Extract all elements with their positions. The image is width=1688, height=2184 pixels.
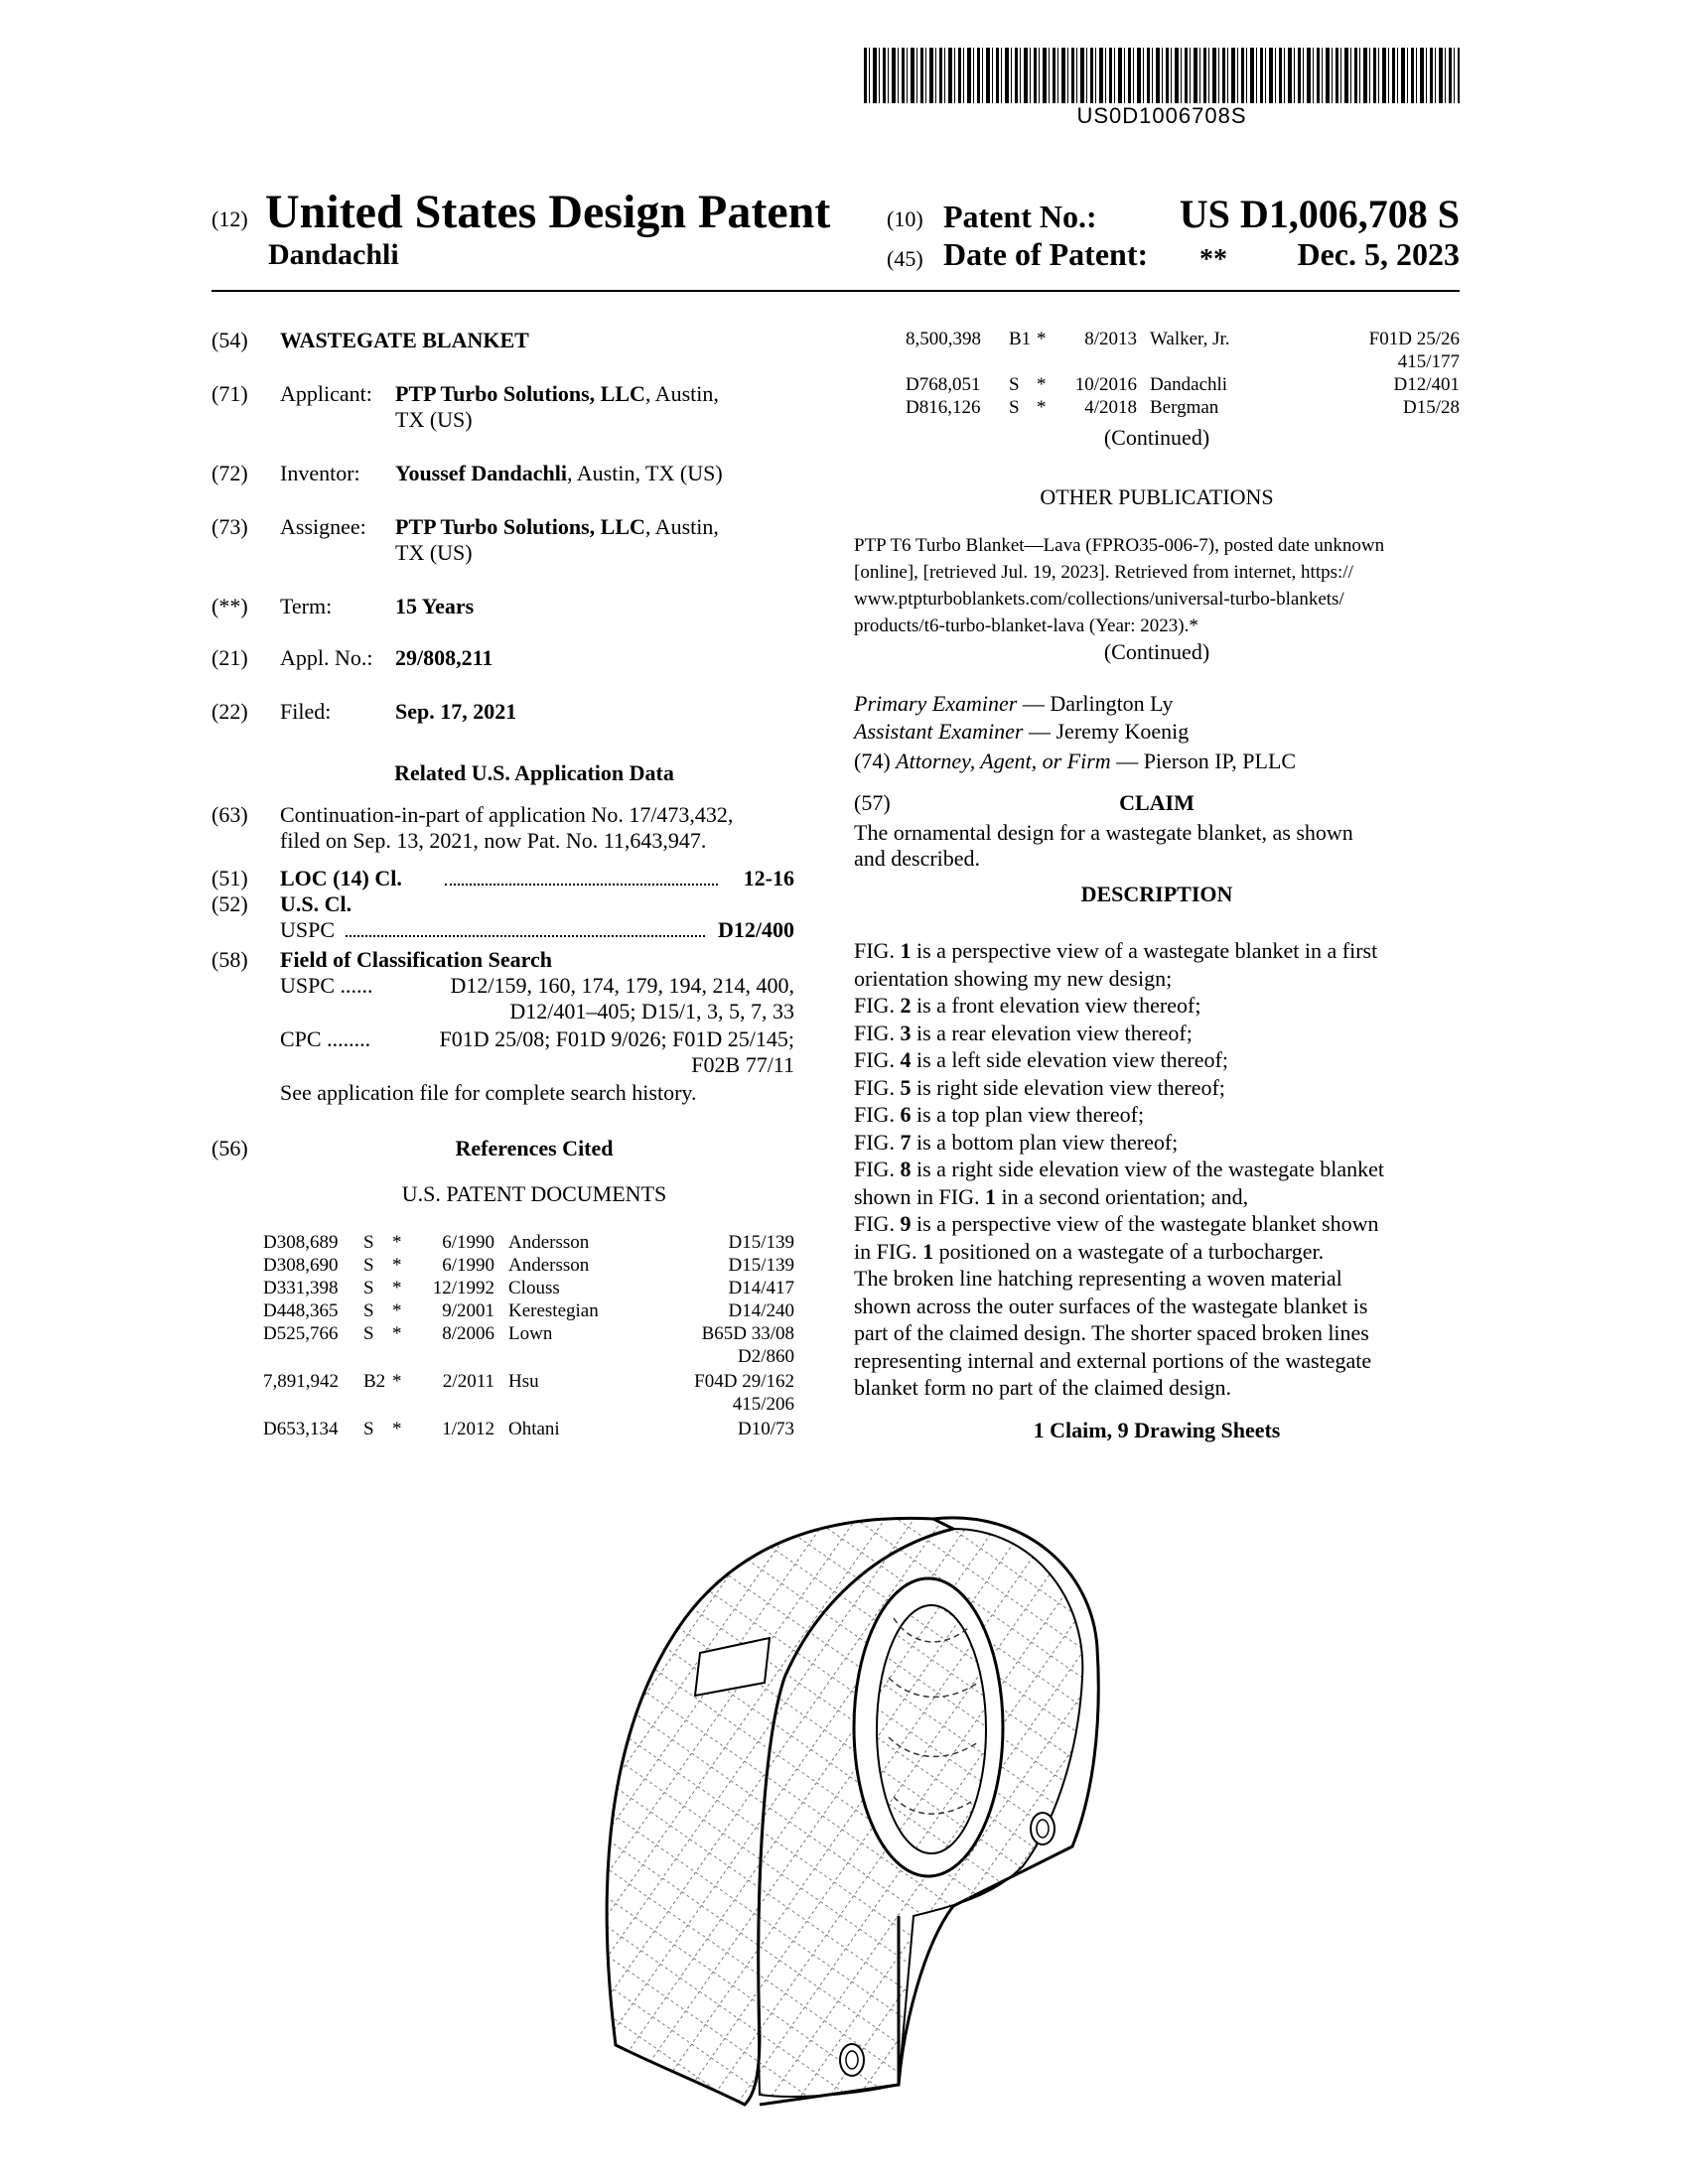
ref-number: D653,134 xyxy=(263,1419,339,1439)
term-label: Term: xyxy=(280,594,333,618)
references-heading: References Cited xyxy=(455,1136,614,1160)
code-54: (54) xyxy=(211,328,248,352)
primary-examiner: — Darlington Ly xyxy=(1017,691,1174,716)
publication-line: [online], [retrieved Jul. 19, 2023]. Retrieved from internet, https:// xyxy=(854,562,1353,583)
uspc-value: D12/400 xyxy=(718,917,794,942)
ref-name: Andersson xyxy=(508,1232,590,1253)
ref-date: 6/1990 xyxy=(442,1255,494,1276)
ref-class: D15/139 xyxy=(728,1255,794,1276)
claim-line: and described. xyxy=(854,846,981,871)
ref-kind: B2 xyxy=(363,1371,386,1392)
ref-class-2: 415/206 xyxy=(732,1394,794,1415)
field-uspc-dots: ...... xyxy=(340,973,373,998)
field-cpc-label: CPC xyxy=(280,1026,322,1051)
publication-entry xyxy=(854,532,1460,639)
attorney: — Pierson IP, PLLC xyxy=(1110,749,1297,773)
code-51: (51) xyxy=(211,866,248,890)
publication-line: PTP T6 Turbo Blanket—Lava (FPRO35-006-7), posted date unknown xyxy=(854,535,1385,556)
ref-star: * xyxy=(392,1255,402,1276)
ref-class: B65D 33/08 xyxy=(701,1323,794,1344)
ref-date: 6/1990 xyxy=(442,1232,494,1253)
ref-star: * xyxy=(1037,374,1047,395)
ref-name: Bergman xyxy=(1150,397,1219,418)
uspc-label: USPC xyxy=(280,917,336,942)
ref-class: D14/240 xyxy=(728,1300,794,1321)
barcode-text: US0D1006708S xyxy=(1076,103,1247,128)
ref-class: D15/139 xyxy=(728,1232,794,1253)
ref-star: * xyxy=(392,1419,402,1439)
ref-name: Kerestegian xyxy=(508,1300,599,1321)
code-58: (58) xyxy=(211,947,248,972)
code-term: (**) xyxy=(211,594,248,618)
field-cpc-line-1: F01D 25/08; F01D 9/026; F01D 25/145; xyxy=(439,1026,794,1051)
inventor-label: Inventor: xyxy=(280,461,360,485)
ref-class-2: D2/860 xyxy=(738,1346,794,1367)
description-line: blanket form no part of the claimed design. xyxy=(854,1375,1231,1400)
code-71: (71) xyxy=(211,381,248,406)
ref-date: 8/2006 xyxy=(442,1323,494,1344)
other-publications-heading: OTHER PUBLICATIONS xyxy=(1040,484,1274,509)
field-see-note: See application file for complete search history. xyxy=(280,1080,697,1105)
assignee-name: PTP Turbo Solutions, LLC xyxy=(395,514,645,539)
document-type: United States Design Patent xyxy=(265,186,831,238)
ref-date: 12/1992 xyxy=(432,1278,494,1298)
ref-date: 10/2016 xyxy=(1074,374,1137,395)
code-10: (10) xyxy=(887,206,923,231)
description-line: in FIG. 1 positioned on a wastegate of a turbocharger. xyxy=(854,1238,1325,1264)
ref-name: Andersson xyxy=(508,1255,590,1276)
ref-star: * xyxy=(1037,397,1047,418)
ref-name: Dandachli xyxy=(1150,374,1228,395)
ref-name: Hsu xyxy=(508,1371,539,1392)
inventor-location: , Austin, TX (US) xyxy=(566,461,723,485)
ref-number: 8,500,398 xyxy=(906,329,981,349)
description-line: shown in FIG. 1 in a second orientation; and, xyxy=(854,1183,1249,1209)
ref-class: D12/401 xyxy=(1393,374,1460,395)
title: WASTEGATE BLANKET xyxy=(280,328,529,352)
ref-number: D308,690 xyxy=(263,1255,339,1276)
description-line: shown across the outer surfaces of the wastegate blanket is xyxy=(854,1293,1368,1318)
code-56: (56) xyxy=(211,1136,248,1160)
ref-date: 4/2018 xyxy=(1084,397,1137,418)
filed-date: Sep. 17, 2021 xyxy=(395,699,517,724)
inventor-surname: Dandachli xyxy=(268,238,399,271)
description-line: FIG. 9 is a perspective view of the wastegate blanket shown xyxy=(854,1211,1379,1236)
field-uspc-line-1: D12/159, 160, 174, 179, 194, 214, 400, xyxy=(450,973,794,998)
code-45: (45) xyxy=(887,246,923,271)
claim-text xyxy=(854,820,1460,872)
code-72: (72) xyxy=(211,461,248,485)
description-line: FIG. 5 is right side elevation view thereof; xyxy=(854,1074,1225,1100)
loc-leader xyxy=(445,884,718,886)
description-line: FIG. 3 is a rear elevation view thereof; xyxy=(854,1020,1193,1045)
description-line: FIG. 2 is a front elevation view thereof; xyxy=(854,993,1201,1018)
filed-label: Filed: xyxy=(280,699,332,724)
ref-class: D14/417 xyxy=(728,1278,794,1298)
ref-star: * xyxy=(392,1371,402,1392)
code-21: (21) xyxy=(211,645,248,670)
code-52: (52) xyxy=(211,891,248,916)
related-heading: Related U.S. Application Data xyxy=(394,760,674,785)
ref-kind: S xyxy=(1009,374,1020,395)
ref-number: D816,126 xyxy=(906,397,981,418)
appl-label: Appl. No.: xyxy=(280,645,373,670)
description-line: part of the claimed design. The shorter spaced broken lines xyxy=(854,1320,1369,1345)
field-uspc-label: USPC xyxy=(280,973,336,998)
ref-name: Clouss xyxy=(508,1278,560,1298)
description-line: The broken line hatching representing a woven material xyxy=(854,1266,1342,1291)
ref-kind: S xyxy=(363,1300,374,1321)
field-label: Field of Classification Search xyxy=(280,947,552,972)
field-cpc-dots: ........ xyxy=(327,1026,371,1051)
ref-kind: S xyxy=(363,1323,374,1344)
ref-name: Walker, Jr. xyxy=(1150,329,1230,349)
ref-kind: B1 xyxy=(1009,329,1032,349)
ref-kind: S xyxy=(363,1232,374,1253)
ref-kind: S xyxy=(1009,397,1020,418)
date-label: Date of Patent: xyxy=(943,236,1149,272)
continued-refs: (Continued) xyxy=(1103,425,1210,450)
date-of-patent: Dec. 5, 2023 xyxy=(1297,236,1460,272)
ref-number: 7,891,942 xyxy=(263,1371,339,1392)
code-57: (57) xyxy=(854,790,891,815)
ref-number: D768,051 xyxy=(906,374,981,395)
ref-star: * xyxy=(392,1278,402,1298)
loc-value: 12-16 xyxy=(743,866,794,890)
date-flag: ** xyxy=(1199,244,1227,275)
continuation-line-1: Continuation-in-part of application No. 17/473,432, xyxy=(280,802,734,827)
code-22: (22) xyxy=(211,699,248,724)
wastegate-blanket-figure xyxy=(556,1469,1112,2164)
us-patent-documents-heading: U.S. PATENT DOCUMENTS xyxy=(401,1181,667,1206)
continuation-line-2: filed on Sep. 13, 2021, now Pat. No. 11,643,947. xyxy=(280,828,707,853)
ref-number: D525,766 xyxy=(263,1323,339,1344)
claim-line: The ornamental design for a wastegate blanket, as shown xyxy=(854,820,1353,845)
grommet-icon xyxy=(1031,1813,1055,1844)
field-cpc-line-2: F02B 77/11 xyxy=(691,1052,794,1077)
uscl-label: U.S. Cl. xyxy=(280,891,352,916)
ref-kind: S xyxy=(363,1419,374,1439)
ref-date: 1/2012 xyxy=(442,1419,494,1439)
ref-class: F04D 29/162 xyxy=(694,1371,794,1392)
field-uspc-line-2: D12/401–405; D15/1, 3, 5, 7, 33 xyxy=(509,999,794,1024)
ref-class: D10/73 xyxy=(738,1419,794,1439)
code-12: (12) xyxy=(211,206,248,231)
claims-count: 1 Claim, 9 Drawing Sheets xyxy=(1033,1418,1281,1442)
uspc-leader xyxy=(346,935,705,937)
continued-publications: (Continued) xyxy=(1103,639,1210,664)
description-line: representing internal and external portions of the wastegate xyxy=(854,1347,1372,1373)
publication-line: www.ptpturboblankets.com/collections/universal-turbo-blankets/ xyxy=(854,589,1344,610)
description-line: FIG. 7 is a bottom plan view thereof; xyxy=(854,1129,1179,1155)
ref-kind: S xyxy=(363,1278,374,1298)
publication-line: products/t6-turbo-blanket-lava (Year: 2023).* xyxy=(854,615,1198,636)
applicant-location-2: TX (US) xyxy=(395,407,473,432)
grommet-icon xyxy=(840,2044,864,2076)
ref-name: Lown xyxy=(508,1323,553,1344)
term-value: 15 Years xyxy=(395,594,475,618)
description-line: orientation showing my new design; xyxy=(854,965,1173,991)
ref-class: D15/28 xyxy=(1403,397,1460,418)
applicant-label: Applicant: xyxy=(280,381,372,406)
ref-class: F01D 25/26 xyxy=(1368,329,1460,349)
inventor-name: Youssef Dandachli xyxy=(395,461,567,485)
ref-date: 9/2001 xyxy=(442,1300,494,1321)
ref-number: D331,398 xyxy=(263,1278,339,1298)
ref-kind: S xyxy=(363,1255,374,1276)
ref-star: * xyxy=(392,1300,402,1321)
description-text xyxy=(854,937,1460,1402)
ref-number: D308,689 xyxy=(263,1232,339,1253)
assignee-label: Assignee: xyxy=(280,514,366,539)
code-73: (73) xyxy=(211,514,248,539)
appl-number: 29/808,211 xyxy=(395,645,493,670)
loc-label: LOC (14) Cl. xyxy=(280,866,402,890)
description-heading: DESCRIPTION xyxy=(1080,882,1233,906)
applicant-name: PTP Turbo Solutions, LLC xyxy=(395,381,645,406)
patent-number: US D1,006,708 S xyxy=(1179,192,1460,236)
claim-heading: CLAIM xyxy=(1119,790,1195,815)
description-line: FIG. 8 is a right side elevation view of the wastegate blanket xyxy=(854,1157,1384,1181)
ref-number: D448,365 xyxy=(263,1300,339,1321)
primary-examiner-label: Primary Examiner xyxy=(854,691,1018,716)
attorney-label: Attorney, Agent, or Firm xyxy=(896,749,1111,773)
ref-class-2: 415/177 xyxy=(1397,351,1460,372)
applicant-location: , Austin, xyxy=(644,381,719,406)
ref-date: 2/2011 xyxy=(442,1371,494,1392)
description-line: FIG. 4 is a left side elevation view thereof; xyxy=(854,1047,1228,1072)
ref-star: * xyxy=(392,1232,402,1253)
description-line: FIG. 1 is a perspective view of a wastegate blanket in a first xyxy=(854,938,1378,963)
patent-no-label: Patent No.: xyxy=(943,199,1097,234)
code-63: (63) xyxy=(211,802,248,827)
barcode xyxy=(864,48,1460,103)
blanket-inner-liner xyxy=(877,1605,986,1853)
ref-star: * xyxy=(1037,329,1047,349)
code-74: (74) xyxy=(854,749,891,773)
ref-date: 8/2013 xyxy=(1084,329,1137,349)
ref-name: Ohtani xyxy=(508,1419,560,1439)
header-rule xyxy=(211,290,1460,292)
assistant-examiner: — Jeremy Koenig xyxy=(1023,719,1190,744)
description-line: FIG. 6 is a top plan view thereof; xyxy=(854,1102,1145,1127)
assistant-examiner-label: Assistant Examiner xyxy=(854,719,1024,744)
assignee-location-2: TX (US) xyxy=(395,540,473,565)
assignee-location: , Austin, xyxy=(644,514,719,539)
ref-star: * xyxy=(392,1323,402,1344)
